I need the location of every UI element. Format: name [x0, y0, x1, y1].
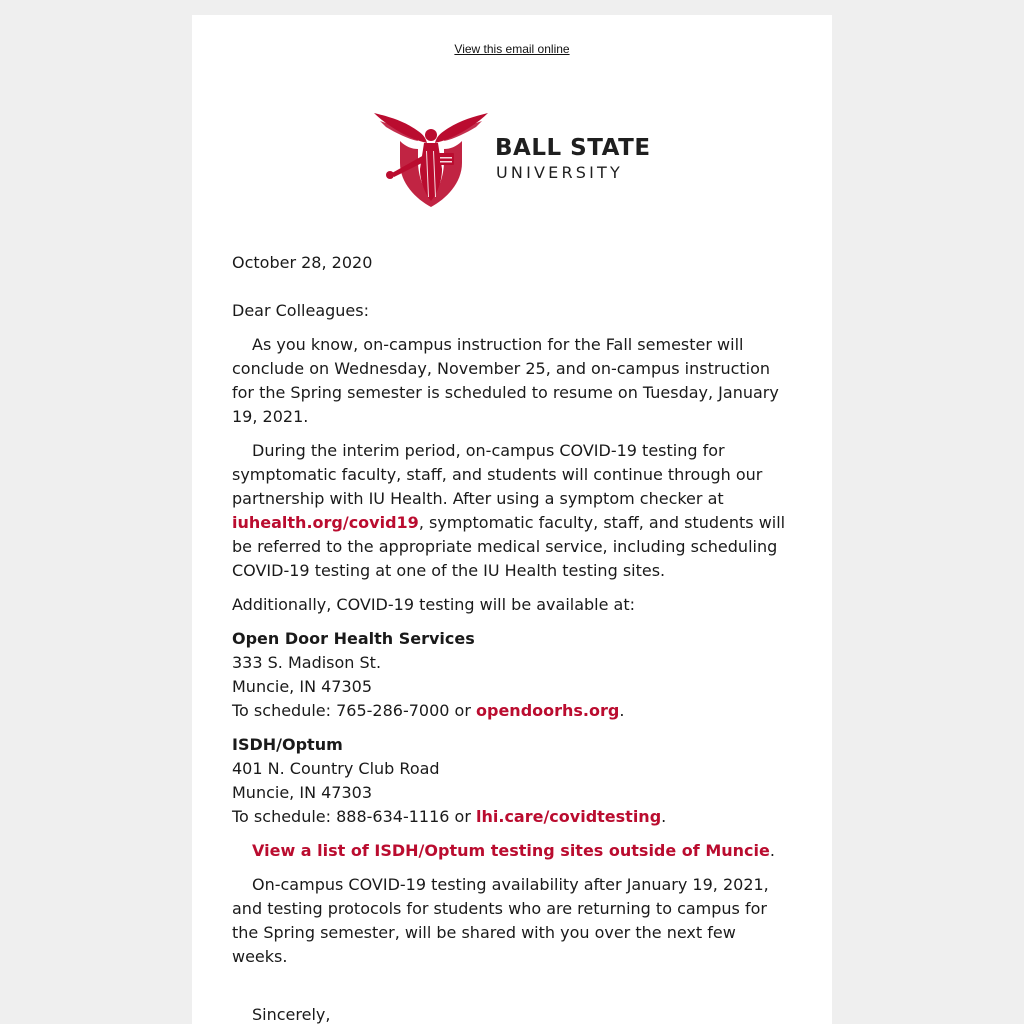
lhi-covidtesting-link[interactable]: lhi.care/covidtesting — [476, 807, 662, 826]
site-schedule-end: . — [661, 807, 667, 826]
logo-name-line1: BALL STATE — [495, 135, 651, 161]
testing-site-isdh-optum — [232, 733, 794, 829]
testing-site-open-door — [232, 627, 794, 723]
ball-state-logo[interactable] — [372, 111, 654, 209]
letter-body — [232, 251, 794, 1024]
paragraph-spring-testing: On-campus COVID-19 testing availability after January 19, 2021, and testing protocols for students who are returning to campus for the Spring semester, will be shared with you over the next few weeks. — [232, 875, 769, 966]
paragraph-interim-testing — [232, 439, 794, 583]
iuhealth-covid19-link[interactable]: iuhealth.org/covid19 — [232, 513, 419, 532]
signoff: Sincerely, — [252, 1005, 331, 1024]
salutation: Dear Colleagues: — [232, 301, 369, 320]
para2-text-before: During the interim period, on-campus COVID-19 testing for symptomatic faculty, staff, and students will continue through our partnership with IU Health. After using a symptom checker at — [232, 441, 763, 508]
email-card — [192, 15, 832, 1024]
view-online-link[interactable]: View this email online — [454, 42, 570, 56]
site-address-line1: 401 N. Country Club Road — [232, 759, 440, 778]
site-address-line2: Muncie, IN 47305 — [232, 677, 373, 696]
logo-name-line2: UNIVERSITY — [496, 163, 623, 182]
site-schedule-text: To schedule: 888-634-1116 or — [232, 807, 476, 826]
site-name: Open Door Health Services — [232, 629, 475, 648]
paragraph-testing-sites-list — [232, 839, 794, 863]
cardinal-emblem-icon — [372, 111, 490, 209]
paragraph-additional-testing: Additionally, COVID-19 testing will be available at: — [232, 595, 636, 614]
site-schedule-end: . — [619, 701, 625, 720]
isdh-optum-sites-list-link[interactable]: View a list of ISDH/Optum testing sites outside of Muncie — [252, 841, 770, 860]
site-address-line1: 333 S. Madison St. — [232, 653, 382, 672]
paragraph-instruction-dates: As you know, on-campus instruction for the Fall semester will conclude on Wednesday, November 25, and on-campus instruction for the Spring semester is scheduled to resume on Tuesday, January 19, 2021. — [232, 335, 779, 426]
site-schedule-text: To schedule: 765-286-7000 or — [232, 701, 476, 720]
list-link-end: . — [769, 841, 775, 860]
site-address-line2: Muncie, IN 47303 — [232, 783, 373, 802]
opendoorhs-link[interactable]: opendoorhs.org — [476, 701, 620, 720]
para2-text-after: , symptomatic faculty, staff, and students will be referred to the appropriate medical service, including scheduling COVID-19 testing at one of the IU Health testing sites. — [232, 513, 786, 580]
letter-date: October 28, 2020 — [232, 253, 373, 272]
site-name: ISDH/Optum — [232, 735, 343, 754]
